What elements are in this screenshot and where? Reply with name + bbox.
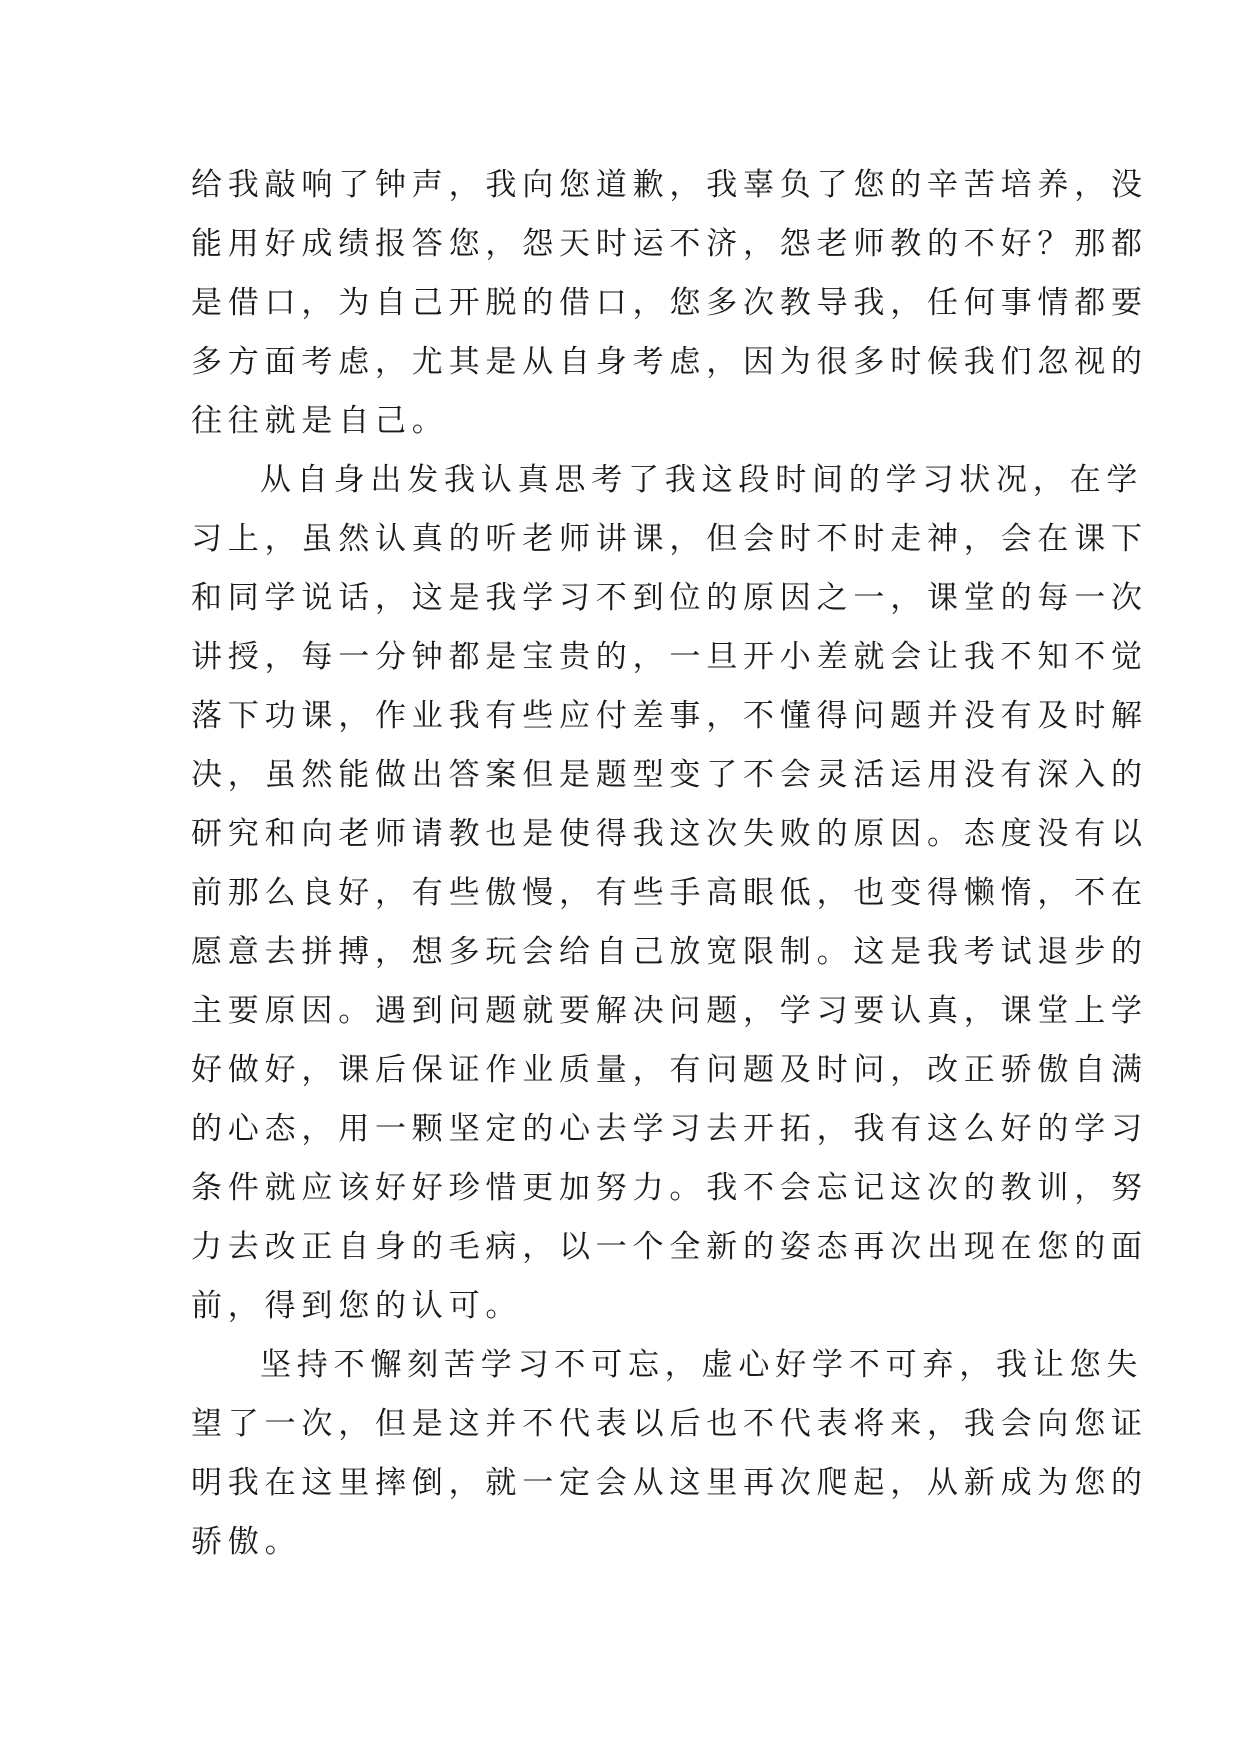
text-line: 决，虽然能做出答案但是题型变了不会灵活运用没有深入的 [191,757,1148,793]
text-line: 主要原因。遇到问题就要解决问题，学习要认真，课堂上学 [191,993,1148,1029]
text-line: 从自身出发我认真思考了我这段时间的学习状况，在学 [260,462,1144,498]
text-line: 前那么良好，有些傲慢，有些手高眼低，也变得懒惰，不在 [191,875,1148,911]
text-line: 和同学说话，这是我学习不到位的原因之一，课堂的每一次 [191,580,1148,616]
paragraph-3 [191,1336,1148,1572]
text-line: 给我敲响了钟声，我向您道歉，我辜负了您的辛苦培养，没 [191,167,1148,203]
text-line: 坚持不懈刻苦学习不可忘，虚心好学不可弃，我让您失 [260,1347,1144,1383]
document-body [191,156,1148,1572]
text-line: 前，得到您的认可。 [191,1288,523,1324]
text-line: 明我在这里摔倒，就一定会从这里再次爬起，从新成为您的 [191,1465,1148,1501]
text-line: 的心态，用一颗坚定的心去学习去开拓，我有这么好的学习 [191,1111,1148,1147]
text-line: 习上，虽然认真的听老师讲课，但会时不时走神，会在课下 [191,521,1148,557]
text-line: 好做好，课后保证作业质量，有问题及时问，改正骄傲自满 [191,1052,1148,1088]
text-line: 骄傲。 [191,1524,302,1560]
text-line: 力去改正自身的毛病，以一个全新的姿态再次出现在您的面 [191,1229,1148,1265]
text-line: 往往就是自己。 [191,403,449,439]
text-line: 研究和向老师请教也是使得我这次失败的原因。态度没有以 [191,816,1148,852]
paragraph-2 [191,451,1148,1336]
text-line: 望了一次，但是这并不代表以后也不代表将来，我会向您证 [191,1406,1148,1442]
text-line: 愿意去拼搏，想多玩会给自己放宽限制。这是我考试退步的 [191,934,1148,970]
text-line: 讲授，每一分钟都是宝贵的，一旦开小差就会让我不知不觉 [191,639,1148,675]
text-line: 是借口，为自己开脱的借口，您多次教导我，任何事情都要 [191,285,1148,321]
text-line: 多方面考虑，尤其是从自身考虑，因为很多时候我们忽视的 [191,344,1148,380]
paragraph-1 [191,156,1148,451]
text-line: 落下功课，作业我有些应付差事，不懂得问题并没有及时解 [191,698,1148,734]
text-line: 能用好成绩报答您，怨天时运不济，怨老师教的不好？那都 [191,226,1148,262]
text-line: 条件就应该好好珍惜更加努力。我不会忘记这次的教训，努 [191,1170,1148,1206]
